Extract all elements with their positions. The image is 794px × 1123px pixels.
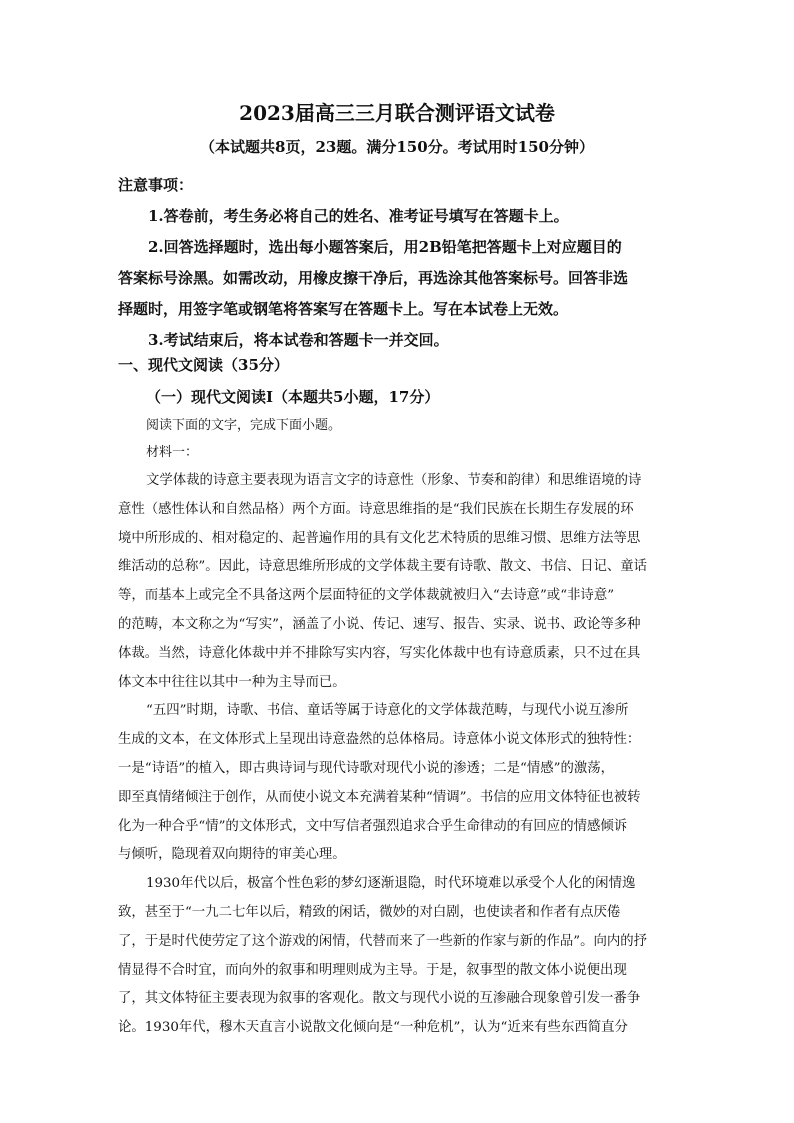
passage-line: 体文本中往往以其中一种为主导而已。: [118, 674, 346, 690]
passage-line: 即至真情绪倾注于创作，从而使小说文本充满着某种“情调”。书信的应用文体特征也被转: [118, 789, 641, 805]
passage-line: 论。1930年代，穆木天直言小说散文化倾向是“一种危机”，认为“近来有些东西简直分: [118, 1020, 628, 1036]
passage-line: 与倾听，隐现着双向期待的审美心理。: [118, 847, 346, 863]
passage-line: 境中所形成的、相对稳定的、起普遍作用的具有文化艺术特质的思维习惯、思维方法等思: [118, 530, 641, 546]
passage-line: 致，甚至于“一九二七年以后，精致的闲话，微妙的对白剧，也使读者和作者有点厌倦: [118, 904, 621, 920]
passage-line: 了，于是时代使劳定了这个游戏的闲情，代替而来了一些新的作家与新的作品”。向内的抒: [118, 933, 648, 949]
passage-line: 化为一种合乎“情”的文体形式，文中写信者强烈追求合乎生命律动的有回应的情感倾诉: [118, 818, 628, 834]
passage-line: 意性（感性体认和自然品格）两个方面。诗意思维指的是“我们民族在长期生存发展的环: [118, 501, 634, 517]
passage-body: [118, 467, 678, 1043]
passage-line: 情显得不合时宜，而向外的叙事和明理则成为主导。于是，叙事型的散文体小说便出现: [118, 962, 627, 978]
subsection-title: （一）现代文阅读Ⅰ（本题共5小题，17分）: [146, 388, 440, 406]
notes-line: 2.回答选择题时，选出每小题答案后，用2B铅笔把答题卡上对应题目的: [148, 238, 622, 256]
notes-line: 3.考试结束后，将本试卷和答题卡一并交回。: [148, 331, 449, 349]
passage-line: 一是“诗语”的植入，即古典诗词与现代诗歌对现代小说的渗透；二是“情感”的激荡，: [118, 760, 615, 776]
reading-instruction: 阅读下面的文字，完成下面小题。: [146, 418, 342, 433]
passage-line: 的范畴，本文称之为“写实”，涵盖了小说、传记、速写、报告、实录、说书、政论等多种: [118, 616, 641, 632]
passage-line: 文学体裁的诗意主要表现为语言文字的诗意性（形象、节奏和韵律）和思维语境的诗: [146, 473, 642, 488]
exam-title: 2023届高三三月联合测评语文试卷: [239, 101, 555, 125]
passage-line: 1930年代以后，极富个性色彩的梦幻逐渐退隐，时代环境难以承受个人化的闲情逸: [146, 876, 636, 892]
notes-block: [118, 170, 678, 356]
notes-line: 择题时，用签字笔或钢笔将答案写在答题卡上。写在本试卷上无效。: [118, 300, 569, 318]
passage-line: 生成的文本，在文体形式上呈现出诗意盎然的总体格局。诗意体小说文体形式的独特性：: [118, 732, 641, 748]
section-title: 一、现代文阅读（35分）: [118, 356, 289, 374]
passage-line: “五四”时期，诗歌、书信、童话等属于诗意化的文学体裁范畴，与现代小说互渗所: [146, 703, 629, 719]
passage-line: 体裁。当然，诗意化体裁中并不排除写实内容，写实化体裁中也有诗意质素，只不过在具: [118, 645, 641, 661]
notes-heading: 注意事项：: [118, 176, 194, 194]
passage-line: 等，而基本上或完全不具备这两个层面特征的文学体裁就被归入“去诗意”或“非诗意”: [118, 588, 615, 604]
notes-line: 答案标号涂黑。如需改动，用橡皮擦干净后，再选涂其他答案标号。回答非选: [118, 269, 629, 287]
exam-subtitle: （本试题共8页，23题。满分150分。考试用时150分钟）: [200, 138, 594, 156]
notes-line: 1.答卷前，考生务必将自己的姓名、准考证号填写在答题卡上。: [148, 207, 569, 225]
passage-line: 维活动的总称”。因此，诗意思维所形成的文学体裁主要有诗歌、散文、书信、日记、童话: [118, 559, 648, 575]
passage-line: 了，其文体特征主要表现为叙事的客观化。散文与现代小说的互渗融合现象曾引发一番争: [118, 991, 641, 1007]
material-label: 材料一：: [146, 445, 199, 460]
